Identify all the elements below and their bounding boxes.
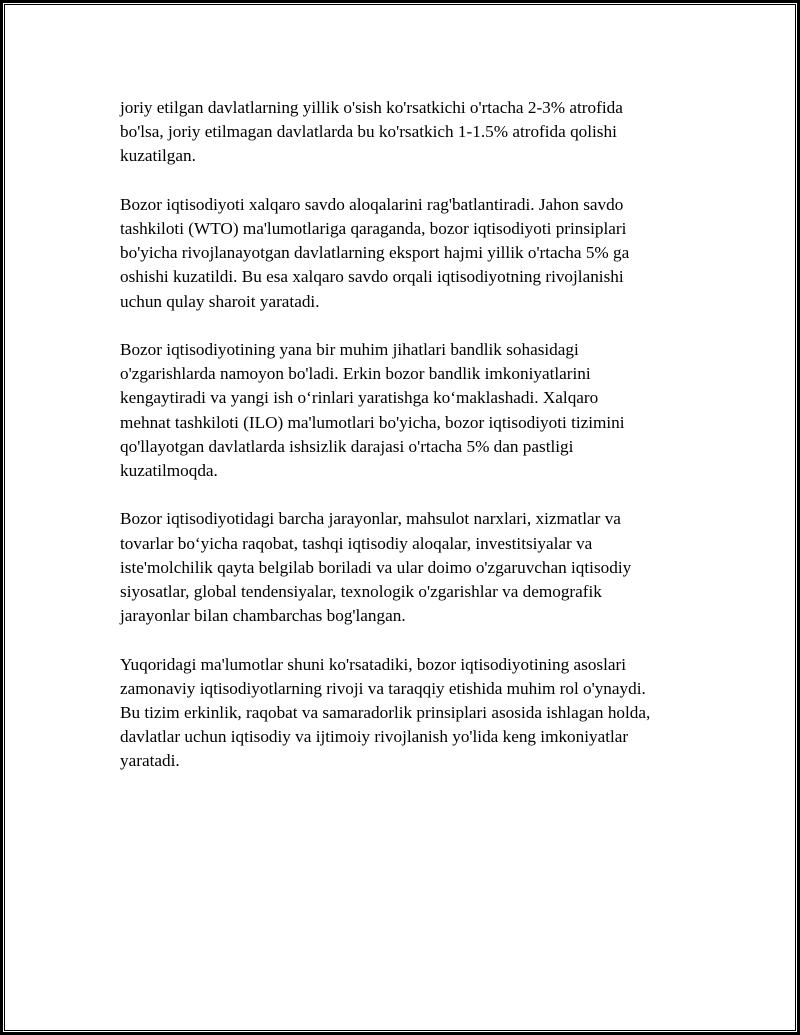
text-line: kuzatilmoqda.	[120, 461, 218, 481]
text-line: Yuqoridagi ma'lumotlar shuni ko'rsatadiki, bozor iqtisodiyotining asoslari	[120, 654, 626, 674]
text-line: uchun qulay sharoit yaratadi.	[120, 291, 320, 311]
text-line: kuzatilgan.	[120, 146, 196, 166]
paragraph-4	[120, 507, 700, 628]
text-line: bo'lsa, joriy etilmagan davlatlarda bu ko'rsatkich 1-1.5% atrofida qolishi	[120, 122, 617, 142]
text-line: siyosatlar, global tendensiyalar, texnologik o'zgarishlar va demografik	[120, 582, 602, 602]
text-line: yaratadi.	[120, 751, 180, 771]
text-line: tovarlar bo‘yicha raqobat, tashqi iqtisodiy aloqalar, investitsiyalar va	[120, 533, 593, 553]
text-line: Bozor iqtisodiyotining yana bir muhim jihatlari bandlik sohasidagi	[120, 340, 579, 359]
text-line: jarayonlar bilan chambarchas bog'langan.	[120, 606, 406, 626]
text-line: zamonaviy iqtisodiyotlarning rivoji va taraqqiy etishida muhim rol o'ynaydi.	[120, 678, 646, 698]
text-line: oshishi kuzatildi. Bu esa xalqaro savdo orqali iqtisodiyotning rivojlanishi	[120, 267, 624, 287]
text-line: Bozor iqtisodiyoti xalqaro savdo aloqalarini rag'batlantiradi. Jahon savdo	[120, 194, 624, 214]
text-line: iste'molchilik qayta belgilab boriladi va ular doimo o'zgaruvchan iqtisodiy	[120, 557, 632, 577]
text-line: tashkiloti (WTO) ma'lumotlariga qaraganda, bozor iqtisodiyoti prinsiplari	[120, 219, 627, 238]
paragraph-5	[120, 653, 700, 774]
text-line: Bozor iqtisodiyotidagi barcha jarayonlar, mahsulot narxlari, xizmatlar va	[120, 509, 621, 529]
paragraph-1	[120, 96, 700, 169]
text-line: Bu tizim erkinlik, raqobat va samaradorlik prinsiplari asosida ishlagan holda,	[120, 703, 651, 723]
text-line: bo'yicha rivojlanayotgan davlatlarning eksport hajmi yillik o'rtacha 5% ga	[120, 243, 630, 263]
document-body	[120, 96, 700, 798]
paragraph-3	[120, 338, 700, 483]
text-line: mehnat tashkiloti (ILO) ma'lumotlari bo'yicha, bozor iqtisodiyoti tizimini	[120, 412, 625, 432]
text-line: o'zgarishlarda namoyon bo'ladi. Erkin bozor bandlik imkoniyatlarini	[120, 364, 591, 384]
paragraph-2	[120, 193, 700, 314]
text-line: davlatlar uchun iqtisodiy va ijtimoiy rivojlanish yo'lida keng imkoniyatlar	[120, 727, 629, 747]
text-line: qo'llayotgan davlatlarda ishsizlik darajasi o'rtacha 5% dan pastligi	[120, 436, 574, 456]
text-line: kengaytiradi va yangi ish o‘rinlari yaratishga ko‘maklashadi. Xalqaro	[120, 388, 599, 408]
text-line: joriy etilgan davlatlarning yillik o'sish ko'rsatkichi o'rtacha 2-3% atrofida	[120, 98, 623, 117]
